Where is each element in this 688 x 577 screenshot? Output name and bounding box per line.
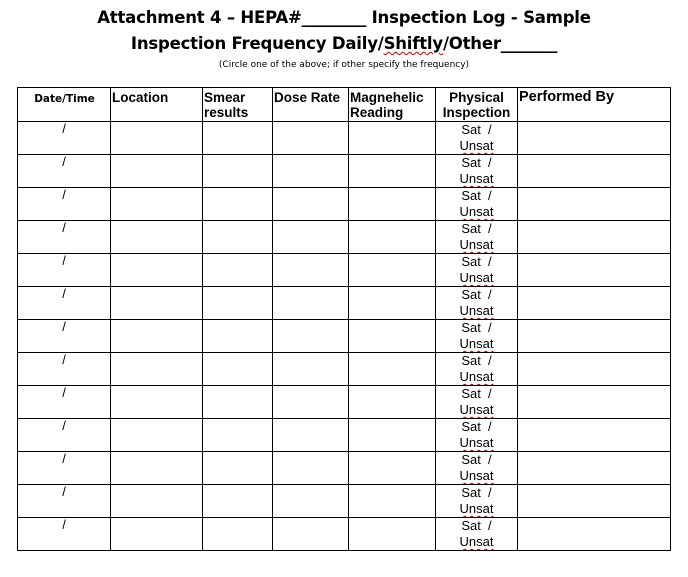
sat-option[interactable]: Sat / <box>461 518 492 533</box>
smear-results-cell[interactable] <box>203 518 273 551</box>
table-row <box>18 452 671 485</box>
magnehelic-reading-cell[interactable] <box>349 419 436 452</box>
header-magnehelic-reading <box>349 88 436 122</box>
dose-rate-cell[interactable] <box>273 518 349 551</box>
physical-inspection-cell[interactable] <box>436 188 518 221</box>
physical-inspection-cell[interactable] <box>436 353 518 386</box>
unsat-option[interactable]: Unsat <box>459 138 494 153</box>
physical-inspection-cell[interactable] <box>436 221 518 254</box>
sat-option[interactable]: Sat / <box>461 221 492 236</box>
table-row <box>18 518 671 551</box>
smear-results-cell[interactable] <box>203 320 273 353</box>
sat-option[interactable]: Sat / <box>461 485 492 500</box>
table-row <box>18 485 671 518</box>
header-magnehelic-line2: Reading <box>350 105 404 120</box>
location-cell[interactable] <box>111 419 203 452</box>
dose-rate-cell[interactable] <box>273 485 349 518</box>
dose-rate-cell[interactable] <box>273 419 349 452</box>
date-time-cell[interactable]: / <box>18 386 111 419</box>
table-row <box>18 122 671 155</box>
performed-by-cell[interactable] <box>518 221 671 254</box>
table-row <box>18 419 671 452</box>
sat-option[interactable]: Sat / <box>461 254 492 269</box>
magnehelic-reading-cell[interactable] <box>349 254 436 287</box>
table-row <box>18 188 671 221</box>
smear-results-cell[interactable] <box>203 419 273 452</box>
header-performed-by: Performed By <box>518 88 671 122</box>
header-magnehelic-line1: Magnehelic <box>350 90 424 105</box>
dose-rate-cell[interactable] <box>273 353 349 386</box>
dose-rate-cell[interactable] <box>273 188 349 221</box>
date-time-cell[interactable]: / <box>18 485 111 518</box>
unsat-option[interactable]: Unsat <box>459 369 494 384</box>
header-row <box>18 88 671 122</box>
table-row <box>18 320 671 353</box>
dose-rate-cell[interactable] <box>273 221 349 254</box>
dose-rate-cell[interactable] <box>273 254 349 287</box>
dose-rate-cell[interactable] <box>273 155 349 188</box>
location-cell[interactable] <box>111 188 203 221</box>
table-row <box>18 386 671 419</box>
table-row <box>18 287 671 320</box>
magnehelic-reading-cell[interactable] <box>349 518 436 551</box>
magnehelic-reading-cell[interactable] <box>349 155 436 188</box>
unsat-option[interactable]: Unsat <box>459 435 494 450</box>
physical-inspection-cell[interactable] <box>436 254 518 287</box>
location-cell[interactable] <box>111 254 203 287</box>
magnehelic-reading-cell[interactable] <box>349 452 436 485</box>
smear-results-cell[interactable] <box>203 452 273 485</box>
header-smear-line1: Smear <box>204 90 246 105</box>
physical-inspection-cell[interactable] <box>436 320 518 353</box>
smear-results-cell[interactable] <box>203 188 273 221</box>
location-cell[interactable] <box>111 155 203 188</box>
dose-rate-cell[interactable] <box>273 122 349 155</box>
magnehelic-reading-cell[interactable] <box>349 320 436 353</box>
table-row <box>18 155 671 188</box>
inspection-frequency-line <box>0 34 688 54</box>
smear-results-cell[interactable] <box>203 353 273 386</box>
physical-inspection-cell[interactable] <box>436 386 518 419</box>
unsat-option[interactable]: Unsat <box>459 270 494 285</box>
date-time-cell[interactable]: / <box>18 254 111 287</box>
date-time-cell[interactable]: / <box>18 188 111 221</box>
sat-option[interactable]: Sat / <box>461 188 492 203</box>
smear-results-cell[interactable] <box>203 485 273 518</box>
date-time-cell[interactable]: / <box>18 353 111 386</box>
document-title: Attachment 4 – HEPA#________ Inspection Log - Sample <box>97 8 591 27</box>
table-row <box>18 254 671 287</box>
physical-inspection-cell[interactable] <box>436 419 518 452</box>
dose-rate-cell[interactable] <box>273 386 349 419</box>
magnehelic-reading-cell[interactable] <box>349 188 436 221</box>
unsat-option[interactable]: Unsat <box>459 402 494 417</box>
physical-inspection-cell[interactable] <box>436 452 518 485</box>
header-smear-results <box>203 88 273 122</box>
performed-by-cell[interactable] <box>518 353 671 386</box>
sat-option[interactable]: Sat / <box>461 386 492 401</box>
physical-inspection-cell[interactable] <box>436 287 518 320</box>
sat-option[interactable]: Sat / <box>461 320 492 335</box>
sat-option[interactable]: Sat / <box>461 419 492 434</box>
physical-inspection-cell[interactable] <box>436 518 518 551</box>
sat-option[interactable]: Sat / <box>461 452 492 467</box>
frequency-prefix: Inspection Frequency Daily/ <box>130 34 384 53</box>
performed-by-cell[interactable] <box>518 188 671 221</box>
performed-by-cell[interactable] <box>518 452 671 485</box>
header-physical-line1: Physical <box>449 90 504 105</box>
frequency-shiftly: Shiftly <box>383 34 443 53</box>
smear-results-cell[interactable] <box>203 254 273 287</box>
performed-by-cell[interactable] <box>518 386 671 419</box>
location-cell[interactable] <box>111 320 203 353</box>
performed-by-cell[interactable] <box>518 122 671 155</box>
sat-option[interactable]: Sat / <box>461 155 492 170</box>
header-physical-inspection <box>436 88 518 122</box>
header-smear-line2: results <box>204 105 249 120</box>
location-cell[interactable] <box>111 221 203 254</box>
inspection-log-table <box>17 87 671 551</box>
location-cell[interactable] <box>111 122 203 155</box>
performed-by-cell[interactable] <box>518 518 671 551</box>
magnehelic-reading-cell[interactable] <box>349 353 436 386</box>
performed-by-cell[interactable] <box>518 287 671 320</box>
unsat-option[interactable]: Unsat <box>459 534 494 549</box>
location-cell[interactable] <box>111 353 203 386</box>
header-dose-rate: Dose Rate <box>273 88 349 122</box>
header-location: Location <box>111 88 203 122</box>
unsat-option[interactable]: Unsat <box>459 171 494 186</box>
magnehelic-reading-cell[interactable] <box>349 221 436 254</box>
date-time-cell[interactable]: / <box>18 155 111 188</box>
physical-inspection-cell[interactable] <box>436 485 518 518</box>
location-cell[interactable] <box>111 485 203 518</box>
dose-rate-cell[interactable] <box>273 287 349 320</box>
sat-option[interactable]: Sat / <box>461 287 492 302</box>
header-physical-line2: Inspection <box>442 105 511 120</box>
sat-option[interactable]: Sat / <box>461 122 492 137</box>
unsat-option[interactable]: Unsat <box>459 501 494 516</box>
smear-results-cell[interactable] <box>203 221 273 254</box>
unsat-option[interactable]: Unsat <box>459 336 494 351</box>
magnehelic-reading-cell[interactable] <box>349 122 436 155</box>
unsat-option[interactable]: Unsat <box>459 237 494 252</box>
table-row <box>18 353 671 386</box>
location-cell[interactable] <box>111 518 203 551</box>
dose-rate-cell[interactable] <box>273 452 349 485</box>
date-time-cell[interactable]: / <box>18 320 111 353</box>
instruction-note: (Circle one of the above; if other specify the frequency) <box>218 60 470 70</box>
magnehelic-reading-cell[interactable] <box>349 485 436 518</box>
performed-by-cell[interactable] <box>518 155 671 188</box>
location-cell[interactable] <box>111 452 203 485</box>
performed-by-cell[interactable] <box>518 320 671 353</box>
physical-inspection-cell[interactable] <box>436 155 518 188</box>
smear-results-cell[interactable] <box>203 122 273 155</box>
performed-by-cell[interactable] <box>518 419 671 452</box>
unsat-option[interactable]: Unsat <box>459 468 494 483</box>
date-time-cell[interactable]: / <box>18 287 111 320</box>
location-cell[interactable] <box>111 386 203 419</box>
dose-rate-cell[interactable] <box>273 320 349 353</box>
sat-option[interactable]: Sat / <box>461 353 492 368</box>
date-time-cell[interactable]: / <box>18 221 111 254</box>
table-row <box>18 221 671 254</box>
smear-results-cell[interactable] <box>203 386 273 419</box>
unsat-option[interactable]: Unsat <box>459 303 494 318</box>
date-time-cell[interactable]: / <box>18 518 111 551</box>
smear-results-cell[interactable] <box>203 155 273 188</box>
date-time-cell[interactable]: / <box>18 452 111 485</box>
magnehelic-reading-cell[interactable] <box>349 287 436 320</box>
header-date-time: Date/Time <box>18 88 111 122</box>
magnehelic-reading-cell[interactable] <box>349 386 436 419</box>
date-time-cell[interactable]: / <box>18 122 111 155</box>
frequency-suffix: /Other_______ <box>442 34 558 53</box>
unsat-option[interactable]: Unsat <box>459 204 494 219</box>
physical-inspection-cell[interactable] <box>436 122 518 155</box>
performed-by-cell[interactable] <box>518 485 671 518</box>
smear-results-cell[interactable] <box>203 287 273 320</box>
date-time-cell[interactable]: / <box>18 419 111 452</box>
location-cell[interactable] <box>111 287 203 320</box>
performed-by-cell[interactable] <box>518 254 671 287</box>
log-body <box>18 122 671 551</box>
